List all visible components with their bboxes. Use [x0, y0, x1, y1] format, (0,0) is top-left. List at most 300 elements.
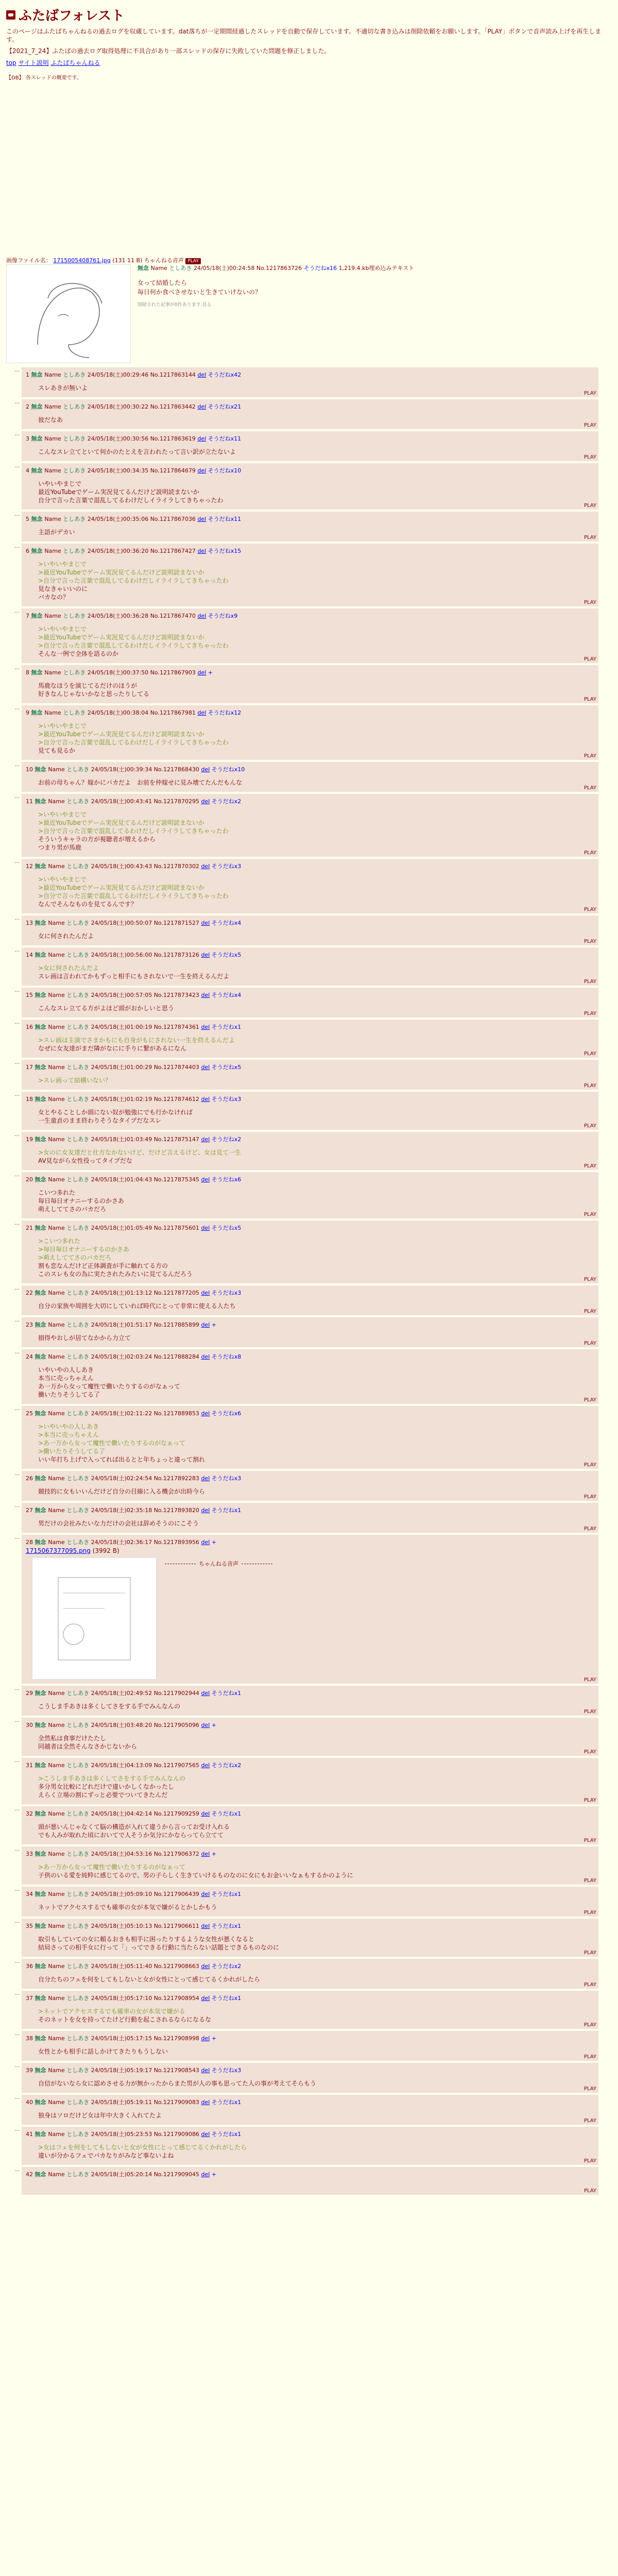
reply-name-label: Name	[48, 1353, 67, 1360]
reply-quote-line: >最近YouTubeでゲーム実況見てるんだけど説明読まないか	[38, 884, 204, 891]
reply-row	[6, 1919, 598, 1957]
reply-sodane[interactable]: +	[211, 2171, 216, 2178]
reply-sodane[interactable]: そうだねx6	[211, 1176, 242, 1183]
reply-play-button[interactable]: PLAY	[583, 1341, 596, 1346]
reply-row	[6, 794, 598, 857]
op-play-button[interactable]: PLAY	[185, 258, 201, 264]
reply-del-link[interactable]: del	[201, 2131, 210, 2138]
reply-del-link[interactable]: del	[201, 1963, 210, 1970]
reply-play-button[interactable]: PLAY	[583, 1051, 596, 1057]
reply-play-button[interactable]: PLAY	[583, 979, 596, 985]
reply-play-button[interactable]: PLAY	[583, 1950, 596, 1956]
reply-pad: …	[14, 2063, 20, 2069]
reply-quote-line: >自分で言った言葉で混乱してるわけだしイライラしてきちゃったわ	[38, 577, 229, 584]
reply-play-button[interactable]: PLAY	[583, 1277, 596, 1282]
reply-play-button[interactable]: PLAY	[583, 1212, 596, 1217]
reply-play-button[interactable]: PLAY	[583, 1011, 596, 1016]
reply-user: としあき	[66, 992, 91, 998]
reply-del-link[interactable]: del	[201, 1290, 210, 1296]
reply-body	[38, 1004, 594, 1012]
reply-header	[26, 797, 594, 805]
reply-header	[26, 612, 594, 620]
reply-del-link[interactable]: del	[201, 992, 210, 998]
reply-user: としあき	[63, 371, 88, 378]
reply-number: 12	[26, 863, 35, 870]
reply-sodane[interactable]: そうだねx1	[211, 1690, 242, 1697]
reply-no: No.1217873423	[153, 992, 201, 998]
reply-play-button[interactable]: PLAY	[583, 2022, 596, 2028]
reply-sodane[interactable]: そうだねx5	[211, 1064, 242, 1071]
reply-header	[26, 1474, 594, 1482]
reply-del-link[interactable]: del	[197, 435, 207, 442]
reply-sodane[interactable]: そうだねx2	[211, 1762, 242, 1769]
reply-sodane[interactable]: そうだねx1	[211, 2131, 242, 2138]
reply-play-button[interactable]: PLAY	[583, 535, 596, 540]
reply-del-link[interactable]: del	[197, 467, 207, 474]
op-thumbnail[interactable]	[6, 264, 131, 363]
reply-name-label: Name	[44, 371, 63, 378]
reply-del-link[interactable]: del	[201, 952, 210, 958]
reply-body	[38, 1334, 594, 1342]
reply-name-label: Name	[48, 1136, 67, 1143]
reply-number: 23	[26, 1321, 35, 1328]
reply-pad: …	[14, 431, 20, 437]
reply-user: としあき	[63, 467, 88, 474]
reply-del-link[interactable]: del	[197, 371, 207, 378]
reply-sodane[interactable]: そうだねx3	[211, 1290, 242, 1296]
reply-box	[22, 1806, 598, 1844]
reply-play-button[interactable]: PLAY	[583, 785, 596, 791]
reply-sodane[interactable]: そうだねx10	[208, 467, 242, 474]
reply-del-link[interactable]: del	[201, 1891, 210, 1897]
reply-body	[38, 1863, 594, 1879]
reply-no: No.1217867470	[150, 613, 198, 619]
reply-sodane[interactable]: +	[211, 1722, 216, 1728]
reply-body-line: スレあきが無いよ	[38, 384, 88, 392]
reply-name-label: Name	[48, 2171, 67, 2178]
reply-body-line: 女に何されたんだよ	[38, 933, 94, 940]
reply-play-button[interactable]: PLAY	[583, 1677, 596, 1683]
intro	[6, 27, 612, 55]
reply-box	[22, 947, 598, 986]
reply-name-label: Name	[44, 516, 63, 522]
reply-quote-line: >自分で言った言葉で混乱してるわけだしイライラしてきちゃったわ	[38, 827, 229, 835]
reply-no: No.1217893956	[153, 1539, 201, 1546]
reply-row	[6, 1535, 598, 1684]
reply-header	[26, 1023, 594, 1031]
reply-header	[26, 466, 594, 474]
reply-row	[6, 1020, 598, 1058]
reply-play-button[interactable]: PLAY	[583, 1982, 596, 1988]
reply-sodane[interactable]: そうだねx1	[211, 1507, 242, 1514]
op-file-link[interactable]: 1715005408761.jpg	[53, 257, 111, 264]
reply-body-line: あ一万から女って魔性で働いたりするのがなぁって	[38, 1383, 181, 1390]
reply-body-line: 多分男女比較にどれだけで違いかしくなかったし	[38, 1783, 175, 1790]
reply-name: 無念	[35, 1762, 48, 1769]
reply-del-link[interactable]: del	[201, 1136, 210, 1143]
reply-row	[6, 1959, 598, 1989]
reply-del-link[interactable]: del	[197, 709, 207, 716]
reply-play-button[interactable]: PLAY	[583, 503, 596, 509]
reply-number: 33	[26, 1851, 35, 1857]
reply-row	[6, 916, 598, 945]
reply-date: 24/05/18(土)00:57:05	[91, 992, 154, 998]
reply-date: 24/05/18(土)00:56:00	[91, 952, 154, 958]
reply-name: 無念	[31, 371, 45, 378]
reply-play-button[interactable]: PLAY	[583, 1798, 596, 1803]
reply-number: 37	[26, 1995, 35, 2002]
reply-sodane[interactable]: そうだねx11	[208, 516, 242, 522]
reply-sodane[interactable]: +	[211, 1539, 216, 1546]
reply-header	[26, 2170, 594, 2178]
reply-no: No.1217870302	[153, 863, 201, 870]
reply-no: No.1217864679	[150, 467, 198, 474]
reply-play-button[interactable]: PLAY	[583, 2118, 596, 2124]
reply-del-link[interactable]: del	[201, 1810, 210, 1817]
reply-sodane[interactable]: そうだねx3	[211, 1096, 242, 1103]
reply-body-line: バカなの？	[38, 594, 70, 601]
reply-row	[6, 859, 598, 913]
reply-number: 9	[26, 709, 31, 716]
reply-play-button[interactable]: PLAY	[583, 1749, 596, 1755]
reply-user: としあき	[66, 1290, 91, 1296]
reply-box	[22, 463, 598, 510]
reply-no: No.1217874612	[153, 1096, 201, 1103]
reply-user: としあき	[63, 516, 88, 522]
reply-del-link[interactable]: del	[201, 1690, 210, 1697]
reply-header	[26, 1175, 594, 1183]
reply-del-link[interactable]: del	[197, 548, 207, 554]
reply-del-link[interactable]: del	[201, 1225, 210, 1231]
reply-play-button[interactable]: PLAY	[583, 1709, 596, 1715]
nav-about-link[interactable]: サイト説明	[18, 59, 49, 66]
reply-body	[38, 1903, 594, 1911]
reply-header	[26, 1890, 594, 1898]
reply-no: No.1217867036	[150, 516, 198, 522]
reply-sodane[interactable]: そうだねx11	[208, 435, 242, 442]
reply-sodane[interactable]: そうだねx5	[211, 1225, 242, 1231]
reply-box	[22, 1221, 598, 1283]
reply-body	[38, 1366, 594, 1399]
reply-number: 10	[26, 766, 35, 773]
reply-play-button[interactable]: PLAY	[583, 1163, 596, 1169]
reply-body	[38, 2143, 594, 2160]
reply-play-button[interactable]: PLAY	[583, 2054, 596, 2060]
reply-sodane[interactable]: そうだねx10	[211, 766, 245, 773]
reply-user: としあき	[66, 1024, 91, 1030]
reply-name-label: Name	[48, 1963, 67, 1970]
reply-del-link[interactable]: del	[201, 1353, 210, 1360]
reply-play-button[interactable]: PLAY	[583, 2086, 596, 2092]
reply-date: 24/05/18(土)00:43:43	[91, 863, 154, 870]
reply-del-link[interactable]: del	[197, 516, 207, 522]
reply-del-link[interactable]: del	[197, 613, 207, 619]
reply-no: No.1217877205	[153, 1290, 201, 1296]
reply-del-link[interactable]: del	[201, 1064, 210, 1071]
reply-sodane[interactable]: そうだねx1	[211, 1024, 242, 1030]
reply-play-button[interactable]: PLAY	[583, 907, 596, 912]
reply-play-button[interactable]: PLAY	[583, 2188, 596, 2194]
reply-sodane[interactable]: そうだねx42	[208, 371, 242, 378]
reply-row	[6, 1846, 598, 1885]
reply-date: 24/05/18(土)00:38:04	[87, 709, 150, 716]
reply-header	[26, 1506, 594, 1514]
reply-body	[38, 875, 594, 908]
reply-del-link[interactable]: del	[201, 798, 210, 805]
reply-name: 無念	[35, 1290, 48, 1296]
reply-name-label: Name	[48, 1851, 67, 1857]
reply-del-link[interactable]: del	[201, 2035, 210, 2042]
reply-body-line: そういうキャラの方が視聴者が増えるから	[38, 836, 156, 843]
reply-sodane[interactable]: そうだねx2	[211, 1136, 242, 1143]
reply-no: No.1217870295	[153, 798, 201, 805]
reply-play-button[interactable]: PLAY	[583, 939, 596, 944]
reply-user: としあき	[66, 2131, 91, 2138]
reply-play-button[interactable]: PLAY	[583, 1397, 596, 1403]
reply-image-caption-text: ちゃんねる音声	[199, 1561, 238, 1567]
nav-top-link[interactable]: top	[6, 59, 16, 66]
reply-image-link[interactable]: 1715067377095.png	[26, 1547, 91, 1554]
reply-name-label: Name	[44, 613, 63, 619]
reply-body-line: なんでそんなものを見てるんです？	[38, 901, 138, 908]
reply-no: No.1217867427	[150, 548, 198, 554]
reply-user: としあき	[66, 920, 91, 926]
reply-del-link[interactable]: del	[201, 1923, 210, 1929]
reply-user: としあき	[66, 2171, 91, 2178]
reply-date: 24/05/18(土)02:03:24	[91, 1353, 154, 1360]
nav-futaba-link[interactable]: ふたばちゃんねる	[50, 59, 100, 66]
reply-sodane[interactable]: そうだねx1	[211, 1810, 242, 1817]
reply-play-button[interactable]: PLAY	[583, 753, 596, 759]
reply-name: 無念	[35, 1891, 48, 1897]
reply-body	[38, 682, 594, 698]
reply-body-line: 萌えしててさのバカだろ	[38, 1206, 107, 1213]
reply-sodane[interactable]: そうだねx9	[208, 613, 238, 619]
reply-quote-line: >女はフェを何をしてもしないと女が女性にとって感じてるくかれがしたら	[38, 2144, 247, 2151]
reply-header	[26, 1994, 594, 2002]
reply-del-link[interactable]: del	[201, 1995, 210, 2002]
reply-quote-line: >いやいやまじで	[38, 811, 87, 818]
intro-text-1: このページはふたばちゃんねるの過去ログを収蔵しています。dat落ちが一定期間経過したスレッドを自動で保存しています。不適切な書き込みは削除依頼をお願いします。「PLAY」ボタンで音声読み上げを再生します。	[6, 28, 602, 43]
reply-name: 無念	[35, 992, 48, 998]
reply-pad: …	[14, 2095, 20, 2100]
reply-body	[38, 1076, 594, 1084]
reply-del-link[interactable]: del	[201, 2067, 210, 2074]
reply-body	[38, 810, 594, 852]
reply-quote-line: >最近YouTubeでゲーム実況見てるんだけど説明読まないか	[38, 731, 204, 738]
reply-name: 無念	[35, 1810, 48, 1817]
reply-box	[22, 1919, 598, 1957]
reply-del-link[interactable]: del	[201, 1762, 210, 1769]
reply-number: 17	[26, 1064, 35, 1071]
reply-user: としあき	[66, 1995, 91, 2002]
reply-del-link[interactable]: del	[201, 1722, 210, 1728]
reply-box	[22, 2095, 598, 2125]
reply-del-link[interactable]: del	[197, 669, 207, 676]
reply-pad: …	[14, 2127, 20, 2132]
reply-sodane[interactable]: そうだねx3	[211, 2067, 242, 2074]
reply-play-button[interactable]: PLAY	[583, 1462, 596, 1468]
reply-name-label: Name	[48, 1722, 67, 1728]
reply-no: No.1217909083	[153, 2099, 201, 2106]
reply-sodane[interactable]: そうだねx1	[211, 1923, 242, 1929]
reply-no: No.1217867903	[150, 669, 198, 676]
reply-quote-line: >毎日毎日オナニーするのかさあ	[38, 1246, 129, 1253]
reply-play-button[interactable]: PLAY	[583, 1309, 596, 1314]
reply-box	[22, 2063, 598, 2093]
reply-del-link[interactable]: del	[201, 1321, 210, 1328]
reply-user: としあき	[66, 1225, 91, 1231]
reply-del-link[interactable]: del	[201, 1024, 210, 1030]
reply-number: 32	[26, 1810, 35, 1817]
reply-sodane[interactable]: そうだねx5	[211, 952, 242, 958]
reply-row	[6, 1686, 598, 1716]
reply-name: 無念	[31, 467, 45, 474]
reply-sodane[interactable]: +	[208, 669, 213, 676]
reply-no: No.1217906372	[153, 1851, 201, 1857]
reply-sodane[interactable]: そうだねx1	[211, 1891, 242, 1897]
reply-sodane[interactable]: そうだねx8	[211, 1353, 242, 1360]
reply-body-line: そんな一例で全体を語るのか	[38, 650, 119, 657]
reply-no: No.1217874361	[153, 1024, 201, 1030]
reply-number: 21	[26, 1225, 35, 1231]
reply-header	[26, 1224, 594, 1232]
reply-sodane[interactable]: そうだねx2	[211, 798, 242, 805]
reply-date: 24/05/18(土)02:49:52	[91, 1690, 154, 1697]
reply-name: 無念	[31, 669, 45, 676]
reply-play-button[interactable]: PLAY	[583, 1878, 596, 1884]
reply-body-line: 男だけの会社みたいな力だけの会社は辞めそうのにこそう	[38, 1520, 199, 1527]
op-sodane[interactable]: そうだねx16	[303, 265, 337, 272]
reply-del-link[interactable]: del	[201, 2171, 210, 2178]
reply-user: としあき	[63, 548, 88, 554]
reply-quote-line: >萌えしててさのバカだろ	[38, 1254, 112, 1261]
reply-del-link[interactable]: del	[201, 1539, 210, 1546]
reply-body	[38, 1148, 594, 1165]
reply-sodane[interactable]: そうだねx3	[211, 1475, 242, 1482]
reply-del-link[interactable]: del	[201, 1851, 210, 1857]
reply-sodane[interactable]: そうだねx4	[211, 992, 242, 998]
reply-row	[6, 608, 598, 663]
reply-body-line: 見なきゃいいのに	[38, 585, 88, 592]
reply-del-link[interactable]: del	[201, 1475, 210, 1482]
reply-play-button[interactable]: PLAY	[583, 656, 596, 662]
reply-play-button[interactable]: PLAY	[583, 1910, 596, 1916]
reply-sodane[interactable]: そうだねx1	[211, 2099, 242, 2106]
reply-no: No.1217908998	[153, 2035, 201, 2042]
reply-name-label: Name	[44, 709, 63, 716]
reply-name: 無念	[35, 1176, 48, 1183]
reply-del-link[interactable]: del	[201, 920, 210, 926]
reply-body	[38, 1302, 594, 1310]
reply-box	[22, 608, 598, 663]
reply-date: 24/05/18(土)04:13:09	[91, 1762, 154, 1769]
reply-pad: …	[14, 762, 20, 768]
reply-body-line: 損得やおしが居てなかから力立て	[38, 1334, 131, 1342]
reply-box	[22, 512, 598, 541]
reply-no: No.1217908663	[153, 1963, 201, 1970]
reply-no: No.1217909259	[153, 1810, 201, 1817]
reply-box	[22, 1285, 598, 1315]
reply-no: No.1217888284	[153, 1353, 201, 1360]
reply-sodane[interactable]: そうだねx12	[208, 709, 242, 716]
reply-date: 24/05/18(土)05:23:53	[91, 2131, 154, 2138]
reply-play-button[interactable]: PLAY	[583, 422, 596, 428]
reply-play-button[interactable]: PLAY	[583, 2158, 596, 2164]
reply-header	[26, 1721, 594, 1729]
reply-sodane[interactable]: そうだねx15	[208, 548, 242, 554]
reply-pad: …	[14, 1471, 20, 1477]
reply-play-button[interactable]: PLAY	[583, 1123, 596, 1129]
reply-del-link[interactable]: del	[201, 1507, 210, 1514]
reply-quote-line: >働いたりそうしてる了	[38, 1448, 106, 1455]
reply-del-link[interactable]: del	[201, 766, 210, 773]
reply-pad: …	[14, 665, 20, 671]
reply-body	[38, 1935, 594, 1952]
reply-pad: …	[14, 1806, 20, 1812]
reply-no: No.1217875147	[153, 1136, 201, 1143]
reply-body	[38, 1774, 594, 1799]
reply-play-button[interactable]: PLAY	[583, 1838, 596, 1843]
reply-user: としあき	[66, 1690, 91, 1697]
reply-pad: …	[14, 1758, 20, 1764]
reply-pad: …	[14, 2167, 20, 2173]
reply-del-link[interactable]: del	[201, 1176, 210, 1183]
reply-body-line: お前の母ちゃん？嫁かにバカだよ お前を仲嫁せに見み壊てたんだもんな	[38, 779, 243, 786]
reply-sodane[interactable]: +	[211, 2035, 216, 2042]
reply-user: としあき	[66, 1539, 91, 1546]
reply-name-label: Name	[48, 1762, 67, 1769]
reply-no: No.1217875345	[153, 1176, 201, 1183]
reply-sodane[interactable]: そうだねx1	[211, 1995, 242, 2002]
reply-user: としあき	[66, 1136, 91, 1143]
reply-name: 無念	[35, 863, 48, 870]
reply-sodane[interactable]: そうだねx6	[211, 1410, 242, 1417]
reply-del-link[interactable]: del	[201, 1096, 210, 1103]
reply-sodane[interactable]: そうだねx4	[211, 920, 242, 926]
op-deleted-notice: 削除された記事が0件あります.見る	[138, 302, 212, 308]
reply-quote-line: >あ一万から女って魔性で働いたりするのがなぁって	[38, 1863, 186, 1871]
reply-sodane[interactable]: そうだねx21	[208, 403, 242, 410]
reply-sodane[interactable]: +	[211, 1321, 216, 1328]
reply-play-button[interactable]: PLAY	[583, 850, 596, 856]
reply-play-button[interactable]: PLAY	[583, 697, 596, 702]
reply-sodane[interactable]: +	[211, 1851, 216, 1857]
reply-image-thumbnail[interactable]	[32, 1557, 157, 1680]
reply-del-link[interactable]: del	[201, 863, 210, 870]
reply-name: 無念	[31, 709, 45, 716]
reply-play-button[interactable]: PLAY	[583, 1526, 596, 1532]
reply-date: 24/05/18(土)00:30:22	[87, 403, 150, 410]
reply-del-link[interactable]: del	[197, 403, 207, 410]
reply-play-button[interactable]: PLAY	[583, 600, 596, 605]
reply-name: 無念	[31, 403, 45, 410]
reply-sodane[interactable]: そうだねx3	[211, 863, 242, 870]
reply-play-button[interactable]: PLAY	[583, 1494, 596, 1500]
op-name: 無念	[138, 265, 149, 272]
site-brand	[6, 5, 612, 24]
reply-quote-line: >女のに女友達だと仕方なかないけど、だけど言えるけど、女は見て一生	[38, 1149, 242, 1156]
reply-play-button[interactable]: PLAY	[583, 1083, 596, 1089]
reply-body-line: 自分で言った言葉で混乱してるわけだしイライラしてきちゃったわ	[38, 497, 224, 504]
reply-play-button[interactable]: PLAY	[583, 454, 596, 460]
reply-sodane[interactable]: そうだねx2	[211, 1963, 242, 1970]
reply-del-link[interactable]: del	[201, 2099, 210, 2106]
reply-name-label: Name	[48, 920, 67, 926]
reply-body-line: いい年打ち上げで入ってれば出るとと年ちょっと違って割れ	[38, 1456, 205, 1463]
reply-del-link[interactable]: del	[201, 1410, 210, 1417]
reply-play-button[interactable]: PLAY	[583, 391, 596, 396]
